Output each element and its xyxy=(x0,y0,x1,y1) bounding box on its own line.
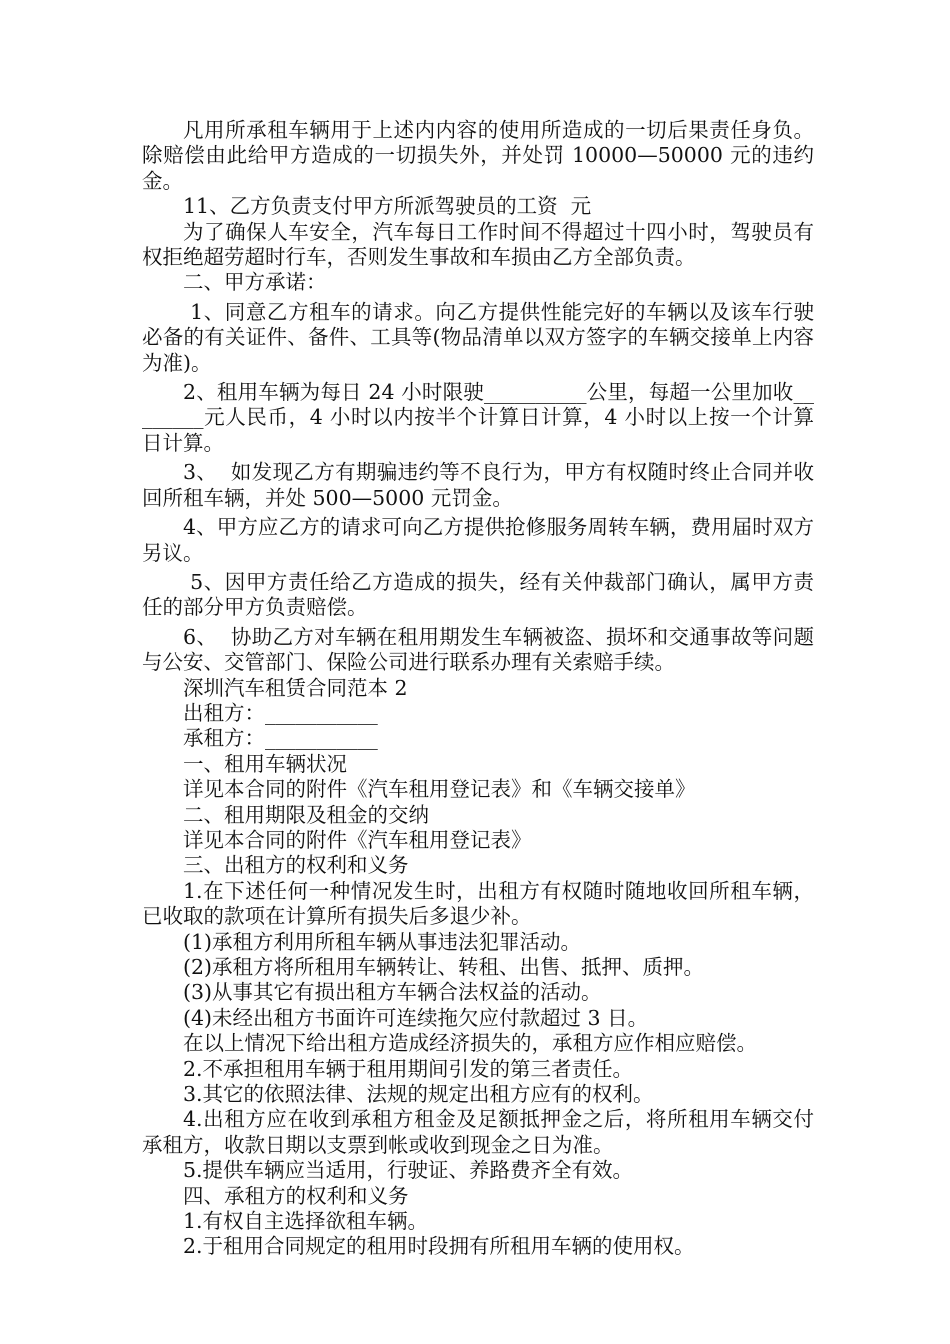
heading-vehicle-status: 一、租用车辆状况 xyxy=(183,751,347,776)
paragraph-vehicle-status: 详见本合同的附件《汽车租用登记表》和《车辆交接单》 xyxy=(183,777,696,802)
paragraph-lessee-right-2: 2.于租用合同规定的租用时段拥有所租用车辆的使用权。 xyxy=(183,1234,695,1259)
list-item-case-1: (1)承租方利用所租车辆从事违法犯罪活动。 xyxy=(183,929,582,954)
heading-lessee-rights: 四、承租方的权利和义务 xyxy=(183,1183,409,1208)
paragraph-commitment-3: 3、 如发现乙方有期骗违约等不良行为，甲方有权随时终止合同并收回所租车辆，并处 500—5000 元罚金。 xyxy=(142,460,814,510)
heading-party-a-commitments: 二、甲方承诺： xyxy=(183,270,327,295)
list-item-case-4: (4)未经出租方书面许可连续拖欠应付款超过 3 日。 xyxy=(183,1005,649,1030)
paragraph-lessor-right-3: 3.其它的依照法律、法规的规定出租方应有的权利。 xyxy=(183,1082,654,1107)
lessee-line: 承租方：___________ xyxy=(183,726,378,751)
paragraph-rental-period: 详见本合同的附件《汽车租用登记表》 xyxy=(183,827,532,852)
list-item-case-3: (3)从事其它有损出租方车辆合法权益的活动。 xyxy=(183,980,602,1005)
paragraph-commitment-1: 1、同意乙方租车的请求。向乙方提供性能完好的车辆以及该车行驶必备的有关证件、备件、工具等(物品清单以双方签字的车辆交接单上内容为准)。 xyxy=(142,299,814,375)
lessor-line: 出租方：___________ xyxy=(183,700,378,725)
paragraph-driving-hours: 为了确保人车安全，汽车每日工作时间不得超过十四小时，驾驶员有权拒绝超劳超时行车，否则发生事故和车损由乙方全部负责。 xyxy=(142,219,814,270)
paragraph-commitment-5: 5、因甲方责任给乙方造成的损失，经有关仲裁部门确认，属甲方责任的部分甲方负责赔偿。 xyxy=(142,569,814,620)
heading-lessor-rights: 三、出租方的权利和义务 xyxy=(183,853,409,878)
paragraph-commitment-6: 6、 协助乙方对车辆在租用期发生车辆被盗、损坏和交通事故等问题与公安、交管部门、保险公司进行联系办理有关索赔手续。 xyxy=(142,624,814,675)
paragraph-lessor-right-1: 1.在下述任何一种情况发生时，出租方有权随时随地收回所租车辆，已收取的款项在计算所有损失后多退少补。 xyxy=(142,878,814,929)
list-item-case-2: (2)承租方将所租用车辆转让、转租、出售、抵押、质押。 xyxy=(183,955,705,979)
paragraph-lessee-right-1: 1.有权自主选择欲租车辆。 xyxy=(183,1209,429,1234)
paragraph-lessor-right-5: 5.提供车辆应当适用，行驶证、养路费齐全有效。 xyxy=(183,1158,634,1183)
paragraph-liability: 凡用所承租车辆用于上述内内容的使用所造成的一切后果责任身负。除赔偿由此给甲方造成的一切损失外，并处罚 10000—50000 元的违约金。 xyxy=(142,118,814,193)
paragraph-lessor-right-4: 4.出租方应在收到承租方租金及足额抵押金之后，将所租用车辆交付承租方，收款日期以支票到帐或收到现金之日为准。 xyxy=(142,1107,814,1157)
heading-rental-period: 二、租用期限及租金的交纳 xyxy=(183,802,429,827)
paragraph-compensation: 在以上情况下给出租方造成经济损失的，承租方应作相应赔偿。 xyxy=(183,1031,757,1056)
paragraph-commitment-4: 4、甲方应乙方的请求可向乙方提供抢修服务周转车辆，费用届时双方另议。 xyxy=(142,515,814,565)
document-page xyxy=(142,118,814,1260)
paragraph-lessor-right-2: 2.不承担租用车辆于租用期间引发的第三者责任。 xyxy=(183,1056,634,1081)
heading-contract-sample-2: 深圳汽车租赁合同范本 2 xyxy=(183,675,408,700)
paragraph-commitment-2: 2、租用车辆为每日 24 小时限驶__________公里，每超一公里加收________元人民币，4 小时以内按半个计算日计算，4 小时以上按一个计算日计算。 xyxy=(142,380,814,455)
paragraph-clause-11: 11、乙方负责支付甲方所派驾驶员的工资 元 xyxy=(183,194,592,219)
